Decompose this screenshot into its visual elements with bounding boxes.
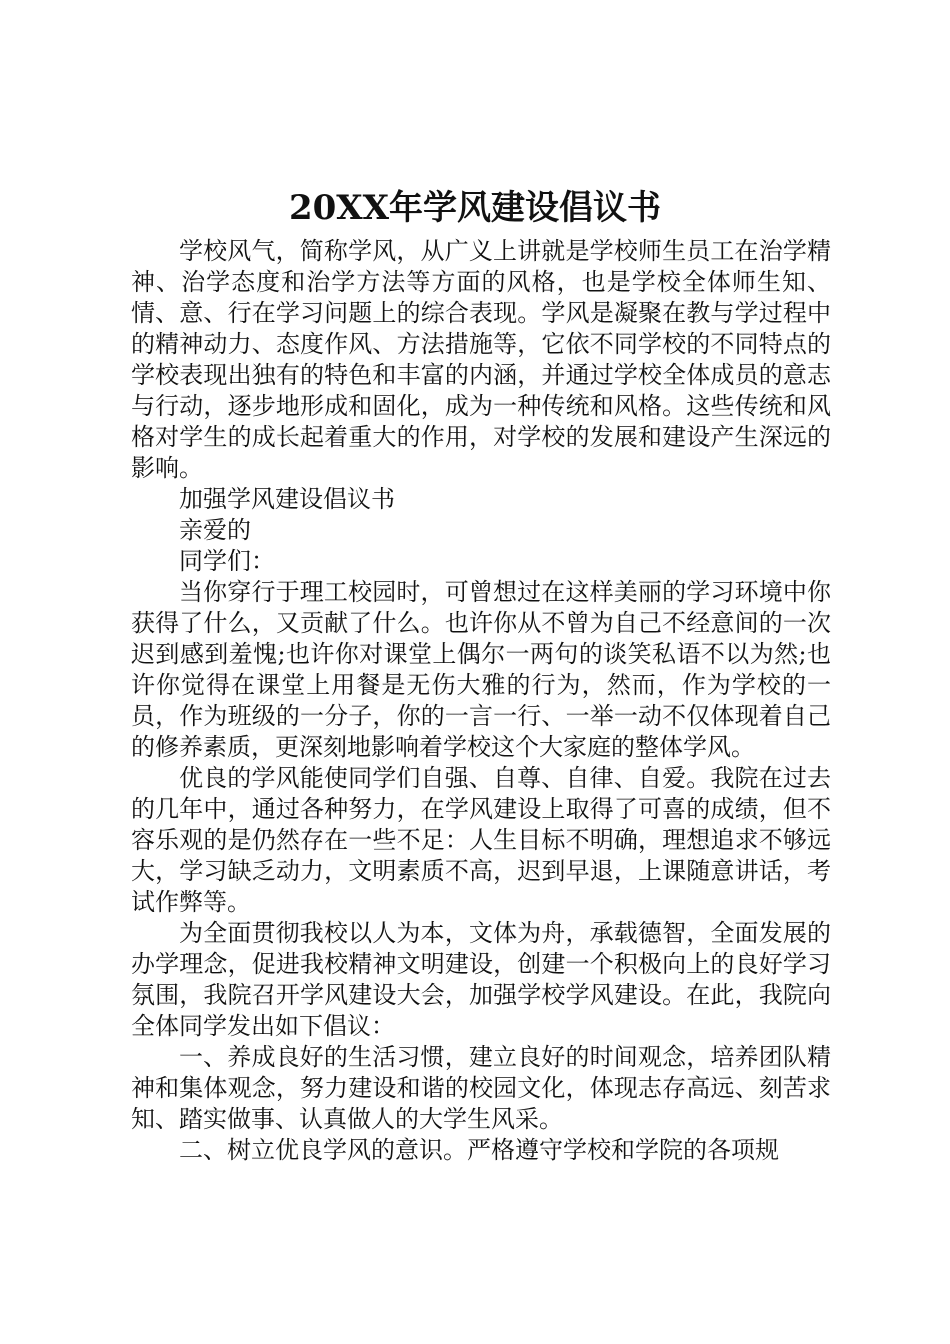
paragraph-salutation: 亲爱的 <box>179 516 251 544</box>
paragraph-addressee: 同学们： <box>179 547 275 575</box>
paragraph-subtitle: 加强学风建设倡议书 <box>179 485 395 513</box>
paragraph-item-two: 二、树立优良学风的意识。严格遵守学校和学院的各项规 <box>179 1136 779 1164</box>
paragraph-initiative: 为全面贯彻我校以人为本，文体为舟，承载德智，全面发展的办学理念，促进我校精神文明建设，创建一个积极向上的良好学习氛围，我院召开学风建设大会，加强学校学风建设。在此，我院向全体同学发出如下倡议： <box>131 919 831 1040</box>
document-title: 20XX年学风建设倡议书 <box>288 188 662 228</box>
document-body <box>131 236 831 1166</box>
paragraph-item-one: 一、养成良好的生活习惯，建立良好的时间观念，培养团队精神和集体观念，努力建设和谐的校园文化，体现志存高远、刻苦求知、踏实做事、认真做人的大学生风采。 <box>131 1043 831 1133</box>
paragraph-status: 优良的学风能使同学们自强、自尊、自律、自爱。我院在过去的几年中，通过各种努力，在学风建设上取得了可喜的成绩，但不容乐观的是仍然存在一些不足：人生目标不明确，理想追求不够远大，学习缺乏动力，文明素质不高，迟到早退，上课随意讲话，考试作弊等。 <box>131 764 831 916</box>
paragraph-campus: 当你穿行于理工校园时，可曾想过在这样美丽的学习环境中你获得了什么，又贡献了什么。也许你从不曾为自己不经意间的一次迟到感到羞愧;也许你对课堂上偶尔一两句的谈笑私语不以为然;也许你觉得在课堂上用餐是无伤大雅的行为，然而，作为学校的一员，作为班级的一分子，你的一言一行、一举一动不仅体现着自己的修养素质，更深刻地影响着学校这个大家庭的整体学风。 <box>131 578 831 761</box>
paragraph-intro: 学校风气，简称学风，从广义上讲就是学校师生员工在治学精神、治学态度和治学方法等方面的风格，也是学校全体师生知、情、意、行在学习问题上的综合表现。学风是凝聚在教与学过程中的精神动力、态度作风、方法措施等，它依不同学校的不同特点的学校表现出独有的特色和丰富的内涵，并通过学校全体成员的意志与行动，逐步地形成和固化，成为一种传统和风格。这些传统和风格对学生的成长起着重大的作用，对学校的发展和建设产生深远的影响。 <box>131 237 831 482</box>
